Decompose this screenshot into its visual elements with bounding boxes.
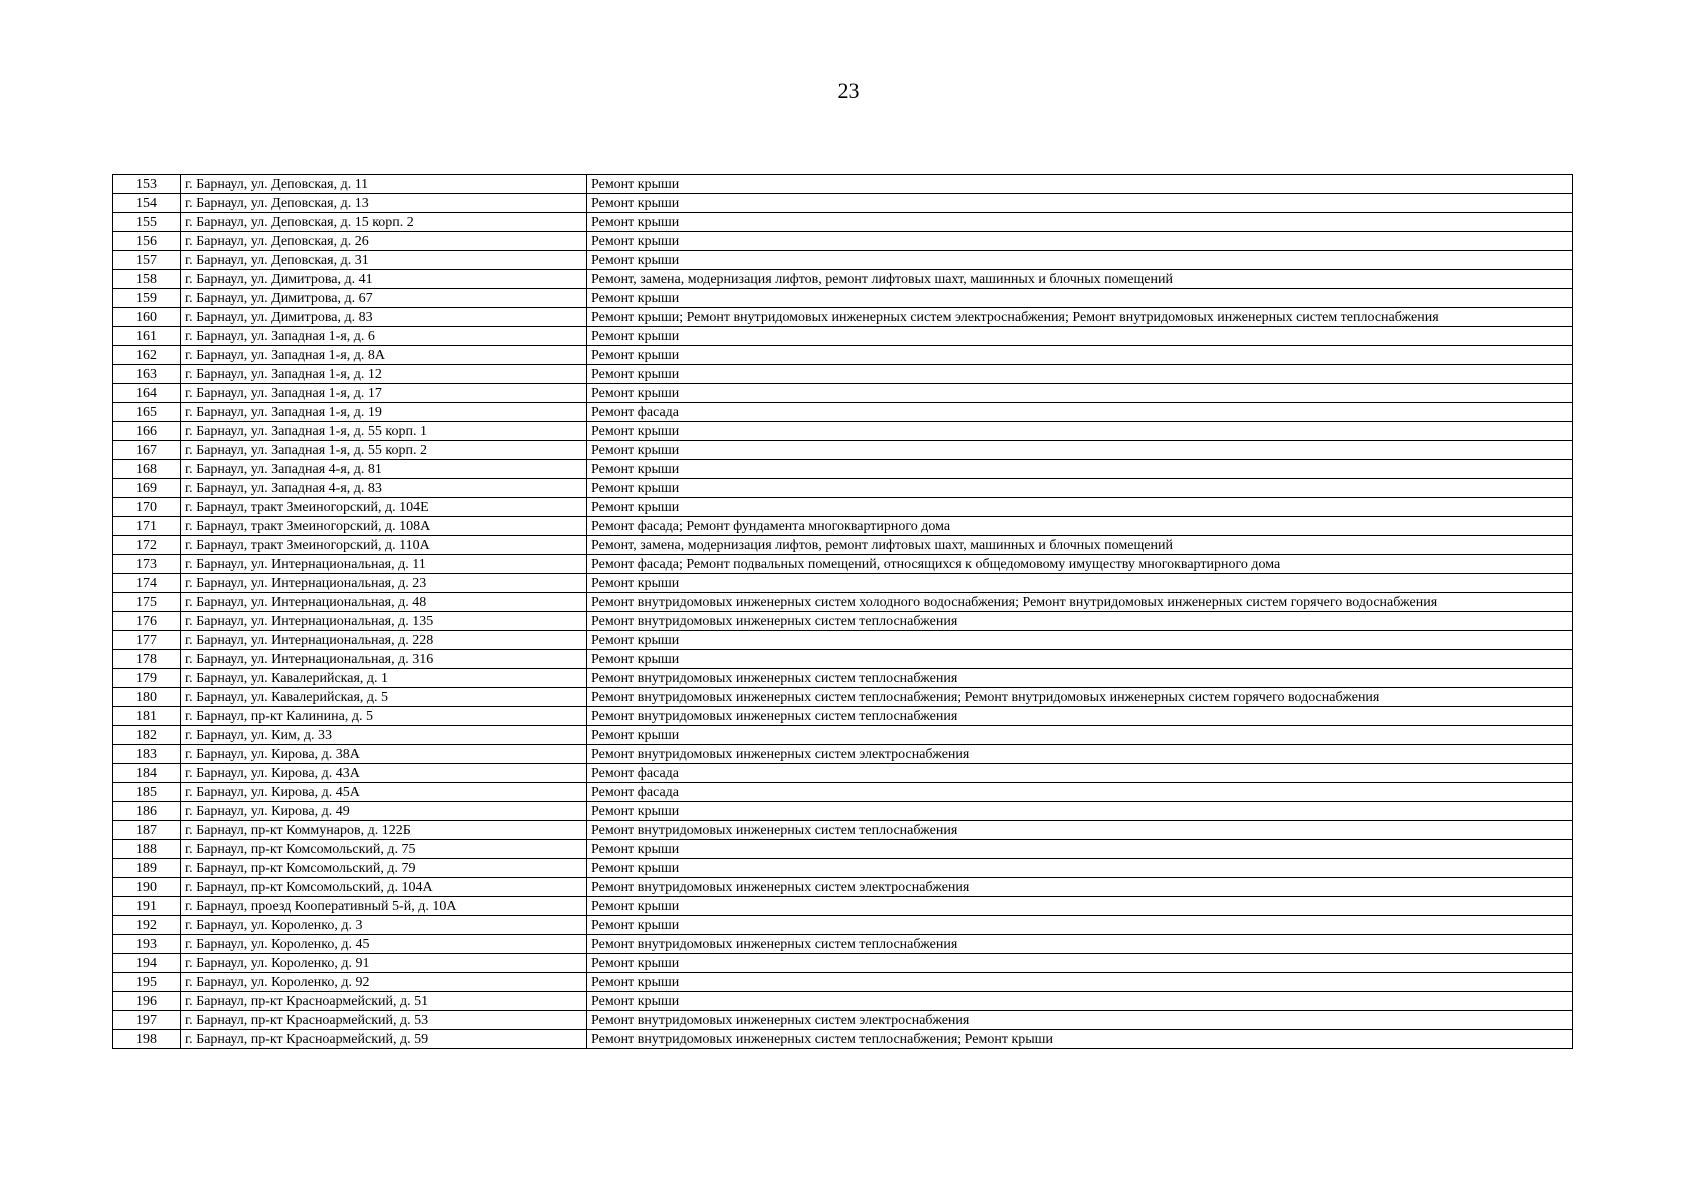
address-cell: г. Барнаул, ул. Димитрова, д. 67: [181, 289, 587, 308]
row-number: 182: [113, 726, 181, 745]
table-row: [113, 460, 1573, 479]
work-type-cell: Ремонт крыши: [587, 194, 1573, 213]
address-cell: г. Барнаул, ул. Интернациональная, д. 48: [181, 593, 587, 612]
table-row: [113, 1030, 1573, 1049]
row-number: 157: [113, 251, 181, 270]
row-number: 171: [113, 517, 181, 536]
address-cell: г. Барнаул, ул. Короленко, д. 91: [181, 954, 587, 973]
table-row: [113, 669, 1573, 688]
table-row: [113, 631, 1573, 650]
table-row: [113, 327, 1573, 346]
table-row: [113, 365, 1573, 384]
address-cell: г. Барнаул, ул. Интернациональная, д. 228: [181, 631, 587, 650]
work-type-cell: Ремонт крыши: [587, 574, 1573, 593]
row-number: 156: [113, 232, 181, 251]
address-cell: г. Барнаул, ул. Деповская, д. 26: [181, 232, 587, 251]
address-cell: г. Барнаул, тракт Змеиногорский, д. 104Е: [181, 498, 587, 517]
row-number: 193: [113, 935, 181, 954]
address-cell: г. Барнаул, пр-кт Калинина, д. 5: [181, 707, 587, 726]
table-row: [113, 574, 1573, 593]
row-number: 181: [113, 707, 181, 726]
row-number: 172: [113, 536, 181, 555]
table-row: [113, 707, 1573, 726]
table-row: [113, 251, 1573, 270]
work-type-cell: Ремонт крыши: [587, 327, 1573, 346]
work-type-cell: Ремонт внутридомовых инженерных систем электроснабжения: [587, 745, 1573, 764]
address-cell: г. Барнаул, ул. Интернациональная, д. 135: [181, 612, 587, 631]
address-cell: г. Барнаул, пр-кт Коммунаров, д. 122Б: [181, 821, 587, 840]
work-type-cell: Ремонт крыши: [587, 175, 1573, 194]
table-row: [113, 764, 1573, 783]
table-body: [113, 175, 1573, 1049]
row-number: 192: [113, 916, 181, 935]
row-number: 174: [113, 574, 181, 593]
table-row: [113, 498, 1573, 517]
table-row: [113, 992, 1573, 1011]
table-row: [113, 555, 1573, 574]
row-number: 155: [113, 213, 181, 232]
table-row: [113, 745, 1573, 764]
row-number: 177: [113, 631, 181, 650]
row-number: 164: [113, 384, 181, 403]
row-number: 153: [113, 175, 181, 194]
address-cell: г. Барнаул, ул. Деповская, д. 31: [181, 251, 587, 270]
address-cell: г. Барнаул, ул. Западная 1-я, д. 55 корп. 2: [181, 441, 587, 460]
row-number: 160: [113, 308, 181, 327]
work-type-cell: Ремонт крыши: [587, 251, 1573, 270]
work-type-cell: Ремонт фасада; Ремонт фундамента многоквартирного дома: [587, 517, 1573, 536]
address-cell: г. Барнаул, ул. Димитрова, д. 83: [181, 308, 587, 327]
table-row: [113, 194, 1573, 213]
work-type-cell: Ремонт крыши: [587, 802, 1573, 821]
row-number: 190: [113, 878, 181, 897]
address-cell: г. Барнаул, проезд Кооперативный 5-й, д. 10А: [181, 897, 587, 916]
work-type-cell: Ремонт крыши: [587, 840, 1573, 859]
address-cell: г. Барнаул, пр-кт Красноармейский, д. 53: [181, 1011, 587, 1030]
address-cell: г. Барнаул, ул. Короленко, д. 3: [181, 916, 587, 935]
row-number: 195: [113, 973, 181, 992]
work-type-cell: Ремонт крыши: [587, 289, 1573, 308]
row-number: 186: [113, 802, 181, 821]
work-type-cell: Ремонт внутридомовых инженерных систем теплоснабжения; Ремонт внутридомовых инженерных систем горячего водоснабжения: [587, 688, 1573, 707]
work-type-cell: Ремонт внутридомовых инженерных систем электроснабжения: [587, 1011, 1573, 1030]
row-number: 176: [113, 612, 181, 631]
table-row: [113, 289, 1573, 308]
row-number: 184: [113, 764, 181, 783]
table-row: [113, 612, 1573, 631]
address-cell: г. Барнаул, пр-кт Комсомольский, д. 79: [181, 859, 587, 878]
row-number: 166: [113, 422, 181, 441]
address-cell: г. Барнаул, ул. Димитрова, д. 41: [181, 270, 587, 289]
work-type-cell: Ремонт внутридомовых инженерных систем теплоснабжения: [587, 935, 1573, 954]
row-number: 178: [113, 650, 181, 669]
work-type-cell: Ремонт внутридомовых инженерных систем теплоснабжения; Ремонт крыши: [587, 1030, 1573, 1049]
table-row: [113, 650, 1573, 669]
table-row: [113, 270, 1573, 289]
work-type-cell: Ремонт внутридомовых инженерных систем холодного водоснабжения; Ремонт внутридомовых инженерных систем горячего водоснабжения: [587, 593, 1573, 612]
address-cell: г. Барнаул, ул. Деповская, д. 13: [181, 194, 587, 213]
address-cell: г. Барнаул, ул. Западная 1-я, д. 55 корп. 1: [181, 422, 587, 441]
address-cell: г. Барнаул, ул. Западная 1-я, д. 6: [181, 327, 587, 346]
table-row: [113, 954, 1573, 973]
address-cell: г. Барнаул, ул. Западная 1-я, д. 19: [181, 403, 587, 422]
address-cell: г. Барнаул, ул. Кирова, д. 38А: [181, 745, 587, 764]
table-row: [113, 536, 1573, 555]
work-type-cell: Ремонт крыши: [587, 726, 1573, 745]
work-type-cell: Ремонт крыши: [587, 232, 1573, 251]
row-number: 189: [113, 859, 181, 878]
work-type-cell: Ремонт крыши: [587, 650, 1573, 669]
row-number: 196: [113, 992, 181, 1011]
table-row: [113, 859, 1573, 878]
address-cell: г. Барнаул, пр-кт Комсомольский, д. 104А: [181, 878, 587, 897]
row-number: 175: [113, 593, 181, 612]
table-row: [113, 821, 1573, 840]
address-cell: г. Барнаул, ул. Ким, д. 33: [181, 726, 587, 745]
table-row: [113, 916, 1573, 935]
row-number: 165: [113, 403, 181, 422]
work-type-cell: Ремонт крыши: [587, 422, 1573, 441]
table-row: [113, 593, 1573, 612]
address-cell: г. Барнаул, ул. Кавалерийская, д. 5: [181, 688, 587, 707]
work-type-cell: Ремонт крыши: [587, 954, 1573, 973]
work-type-cell: Ремонт фасада: [587, 403, 1573, 422]
row-number: 161: [113, 327, 181, 346]
address-cell: г. Барнаул, пр-кт Красноармейский, д. 51: [181, 992, 587, 1011]
table-row: [113, 726, 1573, 745]
address-cell: г. Барнаул, пр-кт Комсомольский, д. 75: [181, 840, 587, 859]
address-cell: г. Барнаул, ул. Западная 4-я, д. 81: [181, 460, 587, 479]
row-number: 194: [113, 954, 181, 973]
row-number: 198: [113, 1030, 181, 1049]
address-cell: г. Барнаул, тракт Змеиногорский, д. 110А: [181, 536, 587, 555]
work-type-cell: Ремонт фасада; Ремонт подвальных помещений, относящихся к общедомовому имуществу многоквартирного дома: [587, 555, 1573, 574]
row-number: 180: [113, 688, 181, 707]
address-cell: г. Барнаул, ул. Западная 1-я, д. 17: [181, 384, 587, 403]
address-cell: г. Барнаул, ул. Западная 4-я, д. 83: [181, 479, 587, 498]
table-row: [113, 688, 1573, 707]
row-number: 158: [113, 270, 181, 289]
address-cell: г. Барнаул, ул. Кавалерийская, д. 1: [181, 669, 587, 688]
address-cell: г. Барнаул, ул. Кирова, д. 49: [181, 802, 587, 821]
address-cell: г. Барнаул, ул. Деповская, д. 15 корп. 2: [181, 213, 587, 232]
row-number: 168: [113, 460, 181, 479]
work-type-cell: Ремонт крыши: [587, 441, 1573, 460]
row-number: 179: [113, 669, 181, 688]
table-row: [113, 935, 1573, 954]
work-type-cell: Ремонт крыши: [587, 631, 1573, 650]
row-number: 191: [113, 897, 181, 916]
address-cell: г. Барнаул, тракт Змеиногорский, д. 108А: [181, 517, 587, 536]
address-cell: г. Барнаул, ул. Короленко, д. 45: [181, 935, 587, 954]
work-type-cell: Ремонт внутридомовых инженерных систем теплоснабжения: [587, 707, 1573, 726]
work-type-cell: Ремонт, замена, модернизация лифтов, ремонт лифтовых шахт, машинных и блочных помещений: [587, 270, 1573, 289]
work-type-cell: Ремонт внутридомовых инженерных систем теплоснабжения: [587, 612, 1573, 631]
repair-works-table: [112, 174, 1573, 1049]
table-row: [113, 840, 1573, 859]
work-type-cell: Ремонт крыши: [587, 365, 1573, 384]
work-type-cell: Ремонт крыши: [587, 992, 1573, 1011]
address-cell: г. Барнаул, ул. Интернациональная, д. 23: [181, 574, 587, 593]
row-number: 159: [113, 289, 181, 308]
table-row: [113, 308, 1573, 327]
row-number: 197: [113, 1011, 181, 1030]
address-cell: г. Барнаул, ул. Интернациональная, д. 11: [181, 555, 587, 574]
row-number: 188: [113, 840, 181, 859]
row-number: 169: [113, 479, 181, 498]
table-row: [113, 973, 1573, 992]
work-type-cell: Ремонт крыши: [587, 916, 1573, 935]
address-cell: г. Барнаул, ул. Короленко, д. 92: [181, 973, 587, 992]
work-type-cell: Ремонт крыши: [587, 460, 1573, 479]
row-number: 170: [113, 498, 181, 517]
address-cell: г. Барнаул, ул. Кирова, д. 43А: [181, 764, 587, 783]
table-row: [113, 878, 1573, 897]
work-type-cell: Ремонт фасада: [587, 764, 1573, 783]
table-row: [113, 175, 1573, 194]
address-cell: г. Барнаул, ул. Западная 1-я, д. 12: [181, 365, 587, 384]
work-type-cell: Ремонт крыши: [587, 346, 1573, 365]
address-cell: г. Барнаул, пр-кт Красноармейский, д. 59: [181, 1030, 587, 1049]
table-row: [113, 783, 1573, 802]
work-type-cell: Ремонт внутридомовых инженерных систем теплоснабжения: [587, 821, 1573, 840]
address-cell: г. Барнаул, ул. Западная 1-я, д. 8А: [181, 346, 587, 365]
row-number: 185: [113, 783, 181, 802]
work-type-cell: Ремонт крыши: [587, 384, 1573, 403]
row-number: 167: [113, 441, 181, 460]
work-type-cell: Ремонт, замена, модернизация лифтов, ремонт лифтовых шахт, машинных и блочных помещений: [587, 536, 1573, 555]
table-row: [113, 422, 1573, 441]
work-type-cell: Ремонт внутридомовых инженерных систем электроснабжения: [587, 878, 1573, 897]
address-cell: г. Барнаул, ул. Интернациональная, д. 316: [181, 650, 587, 669]
row-number: 173: [113, 555, 181, 574]
table-row: [113, 1011, 1573, 1030]
work-type-cell: Ремонт внутридомовых инженерных систем теплоснабжения: [587, 669, 1573, 688]
row-number: 154: [113, 194, 181, 213]
work-type-cell: Ремонт крыши: [587, 479, 1573, 498]
table-row: [113, 441, 1573, 460]
table-row: [113, 802, 1573, 821]
table-row: [113, 479, 1573, 498]
page-number: 23: [837, 78, 860, 103]
table-row: [113, 897, 1573, 916]
work-type-cell: Ремонт крыши; Ремонт внутридомовых инженерных систем электроснабжения; Ремонт внутридомовых инженерных систем теплоснабжения: [587, 308, 1573, 327]
work-type-cell: Ремонт крыши: [587, 897, 1573, 916]
table-row: [113, 384, 1573, 403]
address-cell: г. Барнаул, ул. Деповская, д. 11: [181, 175, 587, 194]
work-type-cell: Ремонт фасада: [587, 783, 1573, 802]
row-number: 162: [113, 346, 181, 365]
address-cell: г. Барнаул, ул. Кирова, д. 45А: [181, 783, 587, 802]
work-type-cell: Ремонт крыши: [587, 859, 1573, 878]
table-row: [113, 403, 1573, 422]
work-type-cell: Ремонт крыши: [587, 973, 1573, 992]
table-row: [113, 232, 1573, 251]
work-type-cell: Ремонт крыши: [587, 498, 1573, 517]
work-type-cell: Ремонт крыши: [587, 213, 1573, 232]
table-row: [113, 346, 1573, 365]
row-number: 187: [113, 821, 181, 840]
row-number: 183: [113, 745, 181, 764]
row-number: 163: [113, 365, 181, 384]
table-row: [113, 213, 1573, 232]
table-row: [113, 517, 1573, 536]
